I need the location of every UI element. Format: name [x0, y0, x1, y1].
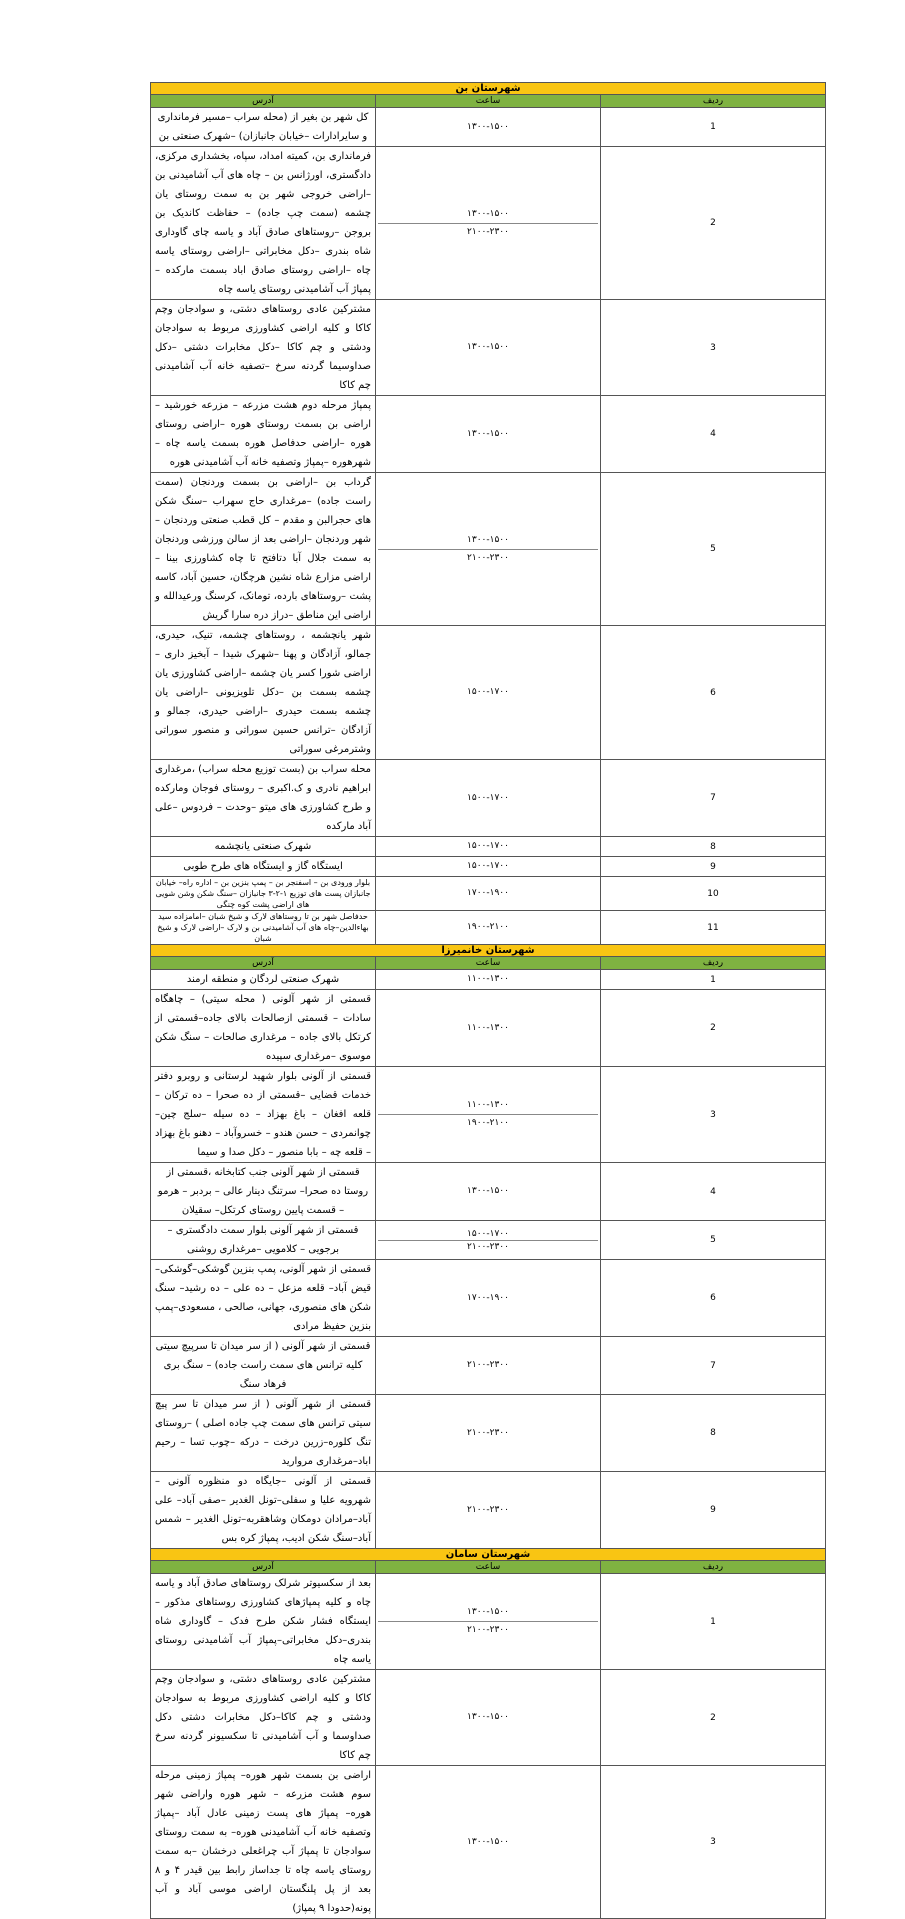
- column-header-address: آدرس: [151, 95, 376, 108]
- time-cell: [376, 396, 601, 473]
- time-range: ۱۹۰۰-۲۱۰۰: [378, 1114, 598, 1132]
- time-cell: [376, 970, 601, 990]
- time-cell: [376, 147, 601, 300]
- row-number: 2: [601, 147, 826, 300]
- address-cell: پمپاژ مرحله دوم هشت مزرعه – مزرعه خورشید –اراضی بن بسمت روستای هوره –اراضی روستای هوره –اراضی حدفاصل هوره بسمت یاسه چاه – شهرهوره –پمپاژ وتصفیه خانه آب آشامیدنی هوره: [151, 396, 376, 473]
- time-range: ۱۳۰۰-۱۵۰۰: [467, 342, 509, 352]
- table-row: [151, 396, 826, 473]
- time-range: ۱۳۰۰-۱۵۰۰: [467, 1836, 509, 1847]
- table-row: [151, 1574, 826, 1670]
- time-cell: [376, 626, 601, 760]
- address-cell: شهر یانچشمه ، روستاهای چشمه، تنیک، حیدری، جمالو، آزادگان و پهنا –شهرک شیدا – آبخیز داری –اراضی شورا کسر یان چشمه –اراضی کشاورزی یان چشمه بسمت بن –دکل تلویزیونی –اراضی یان چشمه بسمت حیدری –اراضی حیدری، جمالو و آزادگان –ترانس حسین سوراتی و منصور سوراتی وشترمرغی سوراتی: [151, 626, 376, 760]
- table-row: [151, 300, 826, 396]
- row-number: 3: [601, 1766, 826, 1919]
- address-cell: قسمتی از آلونی بلوار شهید لرستانی و روبرو دفتر خدمات قضایی –قسمتی از ده صحرا – ده ترکان – قلعه افغان – باغ بهزاد – ده سیله –سلج چین– چوانمردی – حسن هندو – خسروآباد – دهنو باغ بهزاد – قلعه چه – بابا منصور – دکل صدا و سیما: [151, 1067, 376, 1163]
- time-range: ۱۳۰۰-۱۵۰۰: [467, 1712, 509, 1722]
- row-number: 4: [601, 396, 826, 473]
- row-number: 2: [601, 1670, 826, 1766]
- column-header-row: [151, 1561, 826, 1574]
- column-header-row-number: ردیف: [601, 1561, 826, 1574]
- table-row: [151, 626, 826, 760]
- address-cell: قسمتی از شهر آلونی بلوار سمت دادگستری – برجویی – کلامویی –مرغداری روشنی: [151, 1221, 376, 1260]
- outage-schedule-document: [150, 82, 826, 1919]
- table-row: [151, 1337, 826, 1395]
- time-range: ۱۱۰۰-۱۳۰۰: [467, 974, 509, 984]
- time-cell: [376, 1067, 601, 1163]
- row-number: 1: [601, 970, 826, 990]
- address-cell: ایستگاه گاز و ایستگاه های طرح طوبی: [151, 857, 376, 877]
- time-cell: [376, 1670, 601, 1766]
- table-row: [151, 1766, 826, 1919]
- time-range: ۱۵۰۰-۱۷۰۰: [467, 687, 509, 697]
- row-number: 2: [601, 990, 826, 1067]
- row-number: 7: [601, 1337, 826, 1395]
- time-cell: [376, 1574, 601, 1670]
- address-cell: حدفاصل شهر بن تا روستاهای لارک و شیخ شبان –امامزاده سید بهاءالدین–چاه های آب آشامیدنی بن و لارک –اراضی لارک و شیخ شبان: [151, 911, 376, 945]
- table-row: [151, 108, 826, 147]
- table-row: [151, 1260, 826, 1337]
- row-number: 8: [601, 837, 826, 857]
- address-cell: شهرک صنعتی یانچشمه: [151, 837, 376, 857]
- row-number: 11: [601, 911, 826, 945]
- time-range: ۲۱۰۰-۲۳۰۰: [467, 1427, 509, 1438]
- row-number: 1: [601, 1574, 826, 1670]
- table-row: [151, 1221, 826, 1260]
- time-cell: [376, 911, 601, 945]
- time-range: ۱۷۰۰-۱۹۰۰: [467, 1292, 509, 1303]
- table-row: [151, 473, 826, 626]
- time-cell: [376, 300, 601, 396]
- column-header-time: ساعت: [376, 1561, 601, 1574]
- time-range: ۲۱۰۰-۲۳۰۰: [467, 1360, 509, 1370]
- table-row: [151, 147, 826, 300]
- time-cell: [376, 1766, 601, 1919]
- row-number: 7: [601, 760, 826, 837]
- time-range: ۱۳۰۰-۱۵۰۰: [467, 121, 509, 132]
- time-cell: [376, 760, 601, 837]
- table-row: [151, 990, 826, 1067]
- table-row: [151, 1670, 826, 1766]
- table-row: [151, 911, 826, 945]
- schedule-table: [150, 82, 826, 1919]
- time-range: ۱۹۰۰-۲۱۰۰: [467, 922, 509, 932]
- address-cell: گرداب بن –اراضی بن بسمت وردنجان (سمت راست جاده) –مرغداری حاج سهراب –سنگ شکن های حجرالبن و مقدم – کل قطب صنعتی وردنجان – شهر وردنجان –اراضی بعد از سالن ورزشی وردنجان به سمت جلال آبا دتافتح تا چاه کشاورزی بینا – اراضی مزارع شاه نشین هرچگان، حسین آباد، کاسه پشت –روستاهای بارده، تومانک، کرسنگ ورعیدالله و اراضی این مناطق –دراز دره سارا گریش: [151, 473, 376, 626]
- city-title: شهرستان سامان: [151, 1549, 826, 1561]
- time-range: ۱۱۰۰-۱۳۰۰: [467, 1100, 509, 1110]
- address-cell: قسمتی از شهر آلونی ( از سر میدان تا سر پیچ سیتی ترانس های سمت چپ جاده اصلی ) –روستای تنگ کلوره–زرین درخت – درکه –چوب تسا – رحیم اباد–مرغداری مروارید: [151, 1395, 376, 1472]
- time-cell: [376, 473, 601, 626]
- row-number: 3: [601, 300, 826, 396]
- city-header-row: [151, 83, 826, 95]
- address-cell: کل شهر بن بغیر از (محله سراب –مسیر فرمانداری و سایرادارات –خیابان جانبازان) –شهرک صنعتی بن: [151, 108, 376, 147]
- address-cell: قسمتی از شهر آلونی جنب کتابخانه ،قسمتی از روستا ده صحرا– سرتنگ دینار عالی – بردبر – هرمو – قسمت پایین روستای کرتکل– سقیلان: [151, 1163, 376, 1221]
- address-cell: قسمتی از آلونی –جایگاه دو منظوره آلونی – شهرویه علیا و سفلی–تونل الغدیر –صفی آباد– علی آباد–مرادان دومکان وشاهقربه–تونل الغدیر – شمس آباد–سنگ شکن ادیب، پمپاژ کره بس: [151, 1472, 376, 1549]
- address-cell: فرمانداری بن، کمیته امداد، سپاه، بخشداری مرکزی، دادگستری، اورژانس بن – چاه های آب آشامیدنی بن –اراضی خروجی شهر بن به سمت روستای یان چشمه (سمت چپ جاده) – حفاظت کاندیک بن بروجن –روستاهای صادق آباد و یاسه چای گاوداری شاه بندری –دکل مخابراتی –اراضی روستای یاسه چاه –اراضی روستای صادق اباد بسمت مارکده –پمپاژ آب آشامیدنی روستای یاسه چاه: [151, 147, 376, 300]
- time-cell: [376, 990, 601, 1067]
- time-range: ۱۵۰۰-۱۷۰۰: [467, 841, 509, 851]
- time-range: ۱۵۰۰-۱۷۰۰: [467, 1228, 509, 1239]
- row-number: 9: [601, 1472, 826, 1549]
- time-range: ۱۳۰۰-۱۵۰۰: [467, 428, 509, 439]
- time-range: ۱۵۰۰-۱۷۰۰: [467, 861, 509, 871]
- city-header-row: [151, 945, 826, 957]
- time-cell: [376, 1221, 601, 1260]
- column-header-row: [151, 957, 826, 970]
- table-row: [151, 970, 826, 990]
- time-range: ۲۱۰۰-۲۳۰۰: [378, 549, 598, 567]
- time-range: ۲۱۰۰-۲۳۰۰: [378, 1240, 598, 1253]
- column-header-row: [151, 95, 826, 108]
- time-cell: [376, 1260, 601, 1337]
- row-number: 4: [601, 1163, 826, 1221]
- table-row: [151, 877, 826, 911]
- table-row: [151, 1163, 826, 1221]
- time-cell: [376, 1337, 601, 1395]
- time-range: ۲۱۰۰-۲۳۰۰: [378, 1621, 598, 1639]
- address-cell: قسمتی از شهر آلونی ( محله سیتی) – چاهگاه سادات – قسمتی ازصالحات بالای جاده–قسمتی از کرتکل بالای جاده – مرغداری صالحات – سنگ شکن موسوی –مرغداری سپیده: [151, 990, 376, 1067]
- address-cell: شهرک صنعتی لردگان و منطقه ارمند: [151, 970, 376, 990]
- row-number: 8: [601, 1395, 826, 1472]
- row-number: 1: [601, 108, 826, 147]
- address-cell: اراضی بن بسمت شهر هوره– پمپاژ زمینی مرحله سوم هشت مزرعه – شهر هوره واراضی شهر هوره– پمپاژ های پست زمینی عادل آباد –پمپاژ وتصفیه خانه آب آشامیدنی هوره– به سمت روستای سوادجان تا پمپاژ آب چراغعلی درخشان –به سمت روستای یاسه چاه تا جداساز رابط بین قیدر ۴ و ۸ بعد از پل پلنگستان اراضی موسی آباد و آب پونه(حدودا ۹ پمپاژ): [151, 1766, 376, 1919]
- address-cell: مشترکین عادی روستاهای دشتی، و سوادجان وچم کاکا و کلیه اراضی کشاورزی مربوط به سوادجان ودشتی و چم کاکا –دکل مخابرات دشتی –دکل صداوسیما گردنه سرخ –تصفیه خانه آب آشامیدنی چم کاکا: [151, 300, 376, 396]
- time-range: ۱۳۰۰-۱۵۰۰: [467, 208, 509, 219]
- time-cell: [376, 108, 601, 147]
- time-cell: [376, 1472, 601, 1549]
- row-number: 10: [601, 877, 826, 911]
- time-cell: [376, 877, 601, 911]
- city-title: شهرستان بن: [151, 83, 826, 95]
- column-header-row-number: ردیف: [601, 957, 826, 970]
- table-row: [151, 857, 826, 877]
- row-number: 3: [601, 1067, 826, 1163]
- city-title: شهرستان خانمیرزا: [151, 945, 826, 957]
- time-range: ۱۳۰۰-۱۵۰۰: [467, 1186, 509, 1196]
- time-range: ۱۵۰۰-۱۷۰۰: [467, 792, 509, 803]
- row-number: 5: [601, 1221, 826, 1260]
- time-range: ۱۱۰۰-۱۳۰۰: [467, 1022, 509, 1033]
- row-number: 6: [601, 626, 826, 760]
- table-row: [151, 760, 826, 837]
- time-cell: [376, 1395, 601, 1472]
- address-cell: مشترکین عادی روستاهای دشتی، و سوادجان وچم کاکا و کلیه اراضی کشاورزی مربوط به سوادجان ودشتی و چم کاکا–دکل مخابرات دشتی دکل صداوسما و آب آشامیدنی تا سکسیونر گردنه سرخ چم کاکا: [151, 1670, 376, 1766]
- time-cell: [376, 1163, 601, 1221]
- row-number: 9: [601, 857, 826, 877]
- time-range: ۱۳۰۰-۱۵۰۰: [467, 1607, 509, 1617]
- column-header-row-number: ردیف: [601, 95, 826, 108]
- time-cell: [376, 837, 601, 857]
- row-number: 6: [601, 1260, 826, 1337]
- table-row: [151, 837, 826, 857]
- address-cell: قسمتی از شهر آلونی، پمپ بنزین گوشکی–گوشکی– قیض آباد– قلعه مزعل – ده علی – ده رشید– سنگ شکن های منصوری، جهانی، صالحی ، مسعودی–پمپ بنزین حفیظ مرادی: [151, 1260, 376, 1337]
- address-cell: بلوار ورودی بن – اسفنجر بن – پمپ بنزین بن – اداره راه– خیابان جانبازان پست های توزیع ۱-۲-۳ جانبازان –سنگ شکن وشن شویی های اراضی پشت کوه چنگی: [151, 877, 376, 911]
- city-header-row: [151, 1549, 826, 1561]
- time-cell: [376, 857, 601, 877]
- column-header-address: آدرس: [151, 957, 376, 970]
- column-header-time: ساعت: [376, 95, 601, 108]
- address-cell: بعد از سکسیوتر شرلک روستاهای صادق آباد و یاسه چاه و کلیه پمپاژهای کشاورزی روستاهای مذکور –ایستگاه فشار شکن طرح فدک – گاوداری شاه بندری–دکل مخابراتی–پمپاژ آب آشامیدنی روستای یاسه چاه: [151, 1574, 376, 1670]
- table-row: [151, 1472, 826, 1549]
- table-row: [151, 1395, 826, 1472]
- column-header-address: آدرس: [151, 1561, 376, 1574]
- time-range: ۱۷۰۰-۱۹۰۰: [467, 888, 509, 898]
- time-range: ۲۱۰۰-۲۳۰۰: [467, 1504, 509, 1515]
- time-range: ۲۱۰۰-۲۳۰۰: [378, 223, 598, 241]
- table-row: [151, 1067, 826, 1163]
- address-cell: محله سراب بن (بست توزیع محله سراب) ،مرغداری ابراهیم نادری و ک.اکبری – روستای فوجان ومارکده و طرح کشاورزی های میتو –وحدت – فردوس –علی آباد مارکده: [151, 760, 376, 837]
- address-cell: قسمتی از شهر آلونی ( از سر میدان تا سرپیچ سیتی کلیه ترانس های سمت راست جاده) – سنگ بری فرهاد سنگ: [151, 1337, 376, 1395]
- row-number: 5: [601, 473, 826, 626]
- time-range: ۱۳۰۰-۱۵۰۰: [467, 534, 509, 545]
- column-header-time: ساعت: [376, 957, 601, 970]
